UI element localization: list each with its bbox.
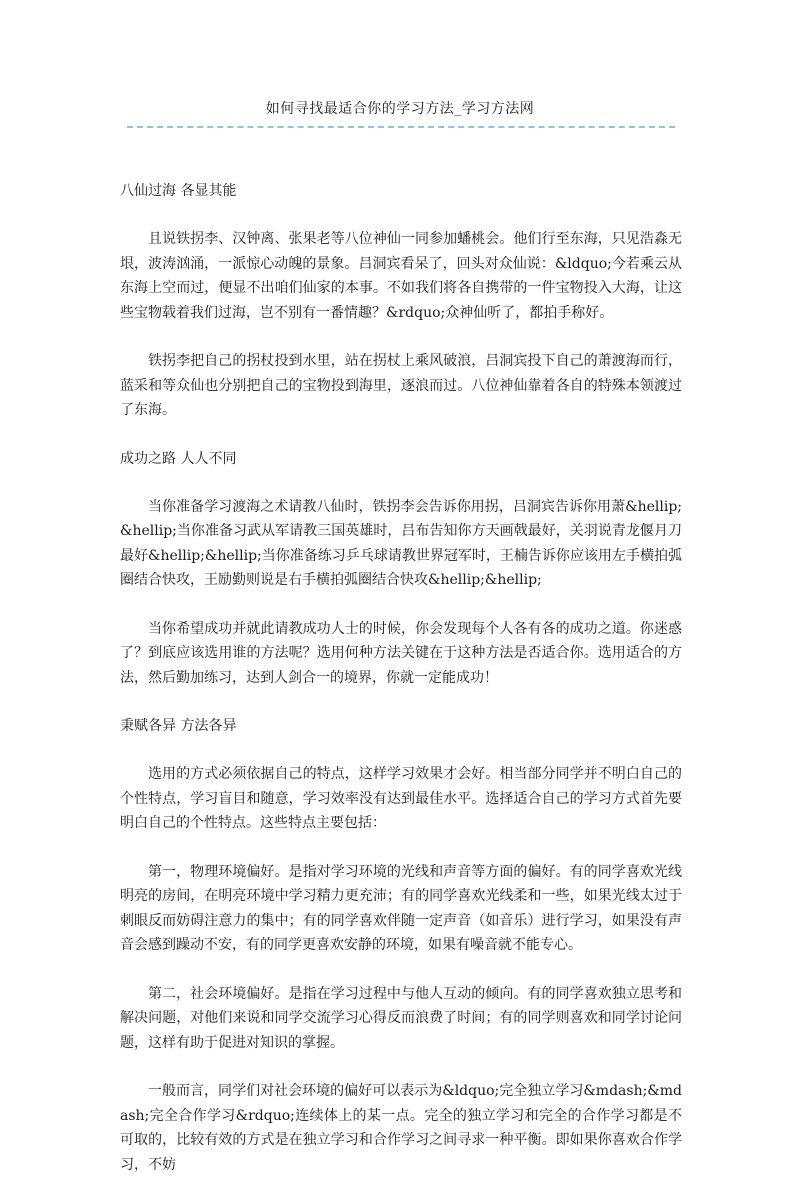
paragraph: 选用的方式必须依据自己的特点，这样学习效果才会好。相当部分同学并不明白自己的个性特点，学习盲目和随意，学习效率没有达到最佳水平。选择适合自己的学习方式首先要明白自己的个性特点。这些特点主要包括： <box>120 766 682 831</box>
paragraph: 一般而言，同学们对社会环境的偏好可以表示为&ldquo;完全独立学习&mdash;&mdash;完全合作学习&rdquo;连续体上的某一点。完全的独立学习和完全的合作学习都是不可取的，比较有效的方式是在独立学习和合作学习之间寻求一种平衡。即如果你喜欢合作学习，不妨 <box>120 1083 682 1173</box>
section-heading: 八仙过海 各显其能 <box>120 183 237 199</box>
paragraph: 第一，物理环境偏好。是指对学习环境的光线和声音等方面的偏好。有的同学喜欢光线明亮的房间，在明亮环境中学习精力更充沛；有的同学喜欢光线柔和一些，如果光线太过于刺眼反而妨碍注意力的集中；有的同学喜欢伴随一定声音（如音乐）进行学习，如果没有声音会感到躁动不安，有的同学更喜欢安静的环境，如果有噪音就不能专心。 <box>120 863 682 953</box>
paragraph: 当你准备学习渡海之术请教八仙时，铁拐李会告诉你用拐，吕洞宾告诉你用萧&hellip;&hellip;当你准备习武从军请教三国英雄时，吕布告知你方天画戟最好，关羽说青龙偃月刀最好&hellip;&hellip;当你准备练习乒乓球请教世界冠军时，王楠告诉你应该用左手横拍弧圈结合快攻，王励勤则说是右手横拍弧圈结合快攻&hellip;&hellip; <box>120 498 682 588</box>
title-divider <box>127 126 675 128</box>
page-title: 如何寻找最适合你的学习方法_学习方法网 <box>265 101 535 117</box>
paragraph: 铁拐李把自己的拐杖投到水里，站在拐杖上乘风破浪，吕洞宾投下自己的萧渡海而行，蓝采和等众仙也分别把自己的宝物投到海里，逐浪而过。八位神仙靠着各自的特殊本领渡过了东海。 <box>120 353 682 418</box>
article-body <box>120 181 682 1201</box>
paragraph: 第二，社会环境偏好。是指在学习过程中与他人互动的倾向。有的同学喜欢独立思考和解决问题，对他们来说和同学交流学习心得反而浪费了时间；有的同学则喜欢和同学讨论问题，这样有助于促进对知识的掌握。 <box>120 985 682 1051</box>
section-heading: 秉赋各异 方法各异 <box>120 718 237 734</box>
section-heading: 成功之路 人人不同 <box>120 450 237 467</box>
paragraph: 且说铁拐李、汉钟离、张果老等八位神仙一同参加蟠桃会。他们行至东海，只见浩淼无垠，波涛汹涌，一派惊心动魄的景象。吕洞宾看呆了，回头对众仙说：&ldquo;今若乘云从东海上空而过，便显不出咱们仙家的本事。不如我们将各自携带的一件宝物投入大海，让这些宝物载着我们过海，岂不别有一番情趣？&rdquo;众神仙听了，都拍手称好。 <box>120 231 682 321</box>
paragraph: 当你希望成功并就此请教成功人士的时候，你会发现每个人各有各的成功之道。你迷惑了？到底应该选用谁的方法呢？选用何种方法关键在于这种方法是否适合你。选用适合的方法，然后勤加练习，达到人剑合一的境界，你就一定能成功！ <box>120 620 682 686</box>
